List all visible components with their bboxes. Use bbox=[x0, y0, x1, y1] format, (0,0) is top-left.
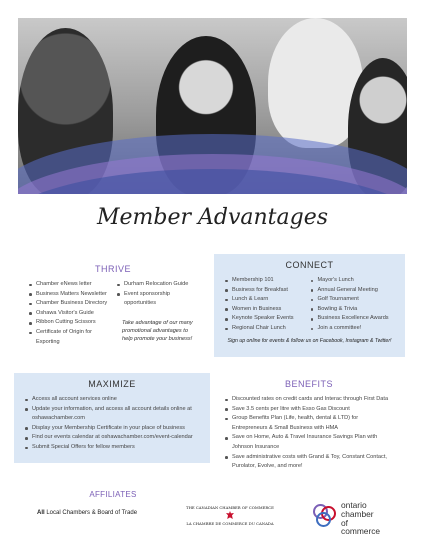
thrive-heading: THRIVE bbox=[94, 264, 131, 274]
thrive-list-1 bbox=[28, 280, 110, 347]
ontario-line-1: ontario bbox=[341, 500, 367, 510]
list-item: Certificate of Origin for Exporting bbox=[28, 328, 110, 347]
page-title: Member Advantages bbox=[96, 205, 329, 230]
list-item: Business Matters Newsletter bbox=[28, 290, 110, 300]
list-item: Keynote Speaker Events bbox=[224, 314, 310, 324]
list-item: Save administrative costs with Grand & Toy, Constant Contact, Purolator, Evolve, and more! bbox=[224, 453, 394, 472]
cdn-english: THE CANADIAN CHAMBER OF COMMERCE bbox=[186, 505, 274, 510]
list-item: Chamber eNews letter bbox=[28, 280, 110, 290]
list-item: Annual General Meeting bbox=[310, 286, 396, 296]
list-item: Chamber Business Directory bbox=[28, 299, 110, 309]
list-item: Group Benefits Plan (Life, health, dental & LTD) for Entrepreneurs & Small Business with HMA bbox=[224, 414, 394, 433]
connect-list-2 bbox=[310, 276, 396, 334]
maple-leaf-icon bbox=[226, 511, 234, 519]
maximize-list bbox=[24, 395, 200, 453]
canadian-chamber-logo bbox=[176, 505, 284, 527]
list-item: Bowling & Trivia bbox=[310, 305, 396, 315]
thrive-section bbox=[18, 258, 208, 358]
list-item: Join a committee! bbox=[310, 324, 396, 334]
ontario-chamber-wordmark bbox=[341, 501, 380, 536]
thrive-list-2 bbox=[116, 280, 198, 309]
list-item: Membership 101 bbox=[224, 276, 310, 286]
ontario-line-4: commerce bbox=[341, 526, 381, 537]
list-item: Mayor's Lunch bbox=[310, 276, 396, 286]
list-item: Submit Special Offers for fellow members bbox=[24, 443, 200, 453]
list-item: Oshawa Visitor's Guide bbox=[28, 309, 110, 319]
ontario-line-2: chamber bbox=[341, 508, 374, 519]
local-chambers-text bbox=[37, 510, 137, 516]
connect-heading: CONNECT bbox=[285, 260, 334, 270]
benefits-section bbox=[214, 373, 404, 473]
hero-photo bbox=[18, 18, 407, 194]
list-item: Access all account services online bbox=[24, 395, 200, 405]
social-signup-text: Sign up online for events & follow us on Facebook, Instagram & Twitter! bbox=[227, 337, 392, 344]
ontario-chamber-logo bbox=[313, 500, 403, 537]
list-item: Business Excellence Awards bbox=[310, 314, 396, 324]
local-rest: Local Chambers & Board of Trade bbox=[46, 510, 138, 516]
ontario-chamber-icon bbox=[313, 504, 337, 528]
cdn-french: LA CHAMBRE DE COMMERCE DU CANADA bbox=[186, 521, 274, 526]
list-item: Lunch & Learn bbox=[224, 295, 310, 305]
list-item: Save on Home, Auto & Travel Insurance Savings Plan with Johnson Insurance bbox=[224, 433, 394, 452]
list-item: Ribbon Cutting Scissors bbox=[28, 318, 110, 328]
list-item: Women in Business bbox=[224, 305, 310, 315]
benefits-list bbox=[224, 395, 394, 472]
promo-text: Take advantage of our many promotional advantages to help promote your business! bbox=[122, 319, 193, 342]
benefits-heading: BENEFITS bbox=[284, 379, 333, 389]
list-item: Update your information, and access all account details online at oshawachamber.com bbox=[24, 405, 200, 424]
list-item: Find our events calendar at oshawachamber.com/event-calendar bbox=[24, 433, 200, 443]
connect-list-1 bbox=[224, 276, 310, 334]
list-item: Event sponsorship opportunities bbox=[116, 290, 198, 309]
affiliates-heading: AFFILIATES bbox=[89, 490, 137, 499]
maximize-section bbox=[14, 373, 210, 463]
list-item: Display your Membership Certificate in your place of business bbox=[24, 424, 200, 434]
list-item: Regional Chair Lunch bbox=[224, 324, 310, 334]
list-item: Durham Relocation Guide bbox=[116, 280, 198, 290]
connect-section bbox=[214, 254, 405, 357]
maximize-heading: MAXIMIZE bbox=[88, 379, 136, 389]
list-item: Discounted rates on credit cards and Interac through First Data bbox=[224, 395, 394, 405]
list-item: Golf Tournament bbox=[310, 295, 396, 305]
list-item: Save 3.5 cents per litre with Esso Gas Discount bbox=[224, 405, 394, 415]
list-item: Business for Breakfast bbox=[224, 286, 310, 296]
local-bold: All bbox=[37, 510, 45, 516]
ontario-line-3: of bbox=[341, 517, 348, 528]
